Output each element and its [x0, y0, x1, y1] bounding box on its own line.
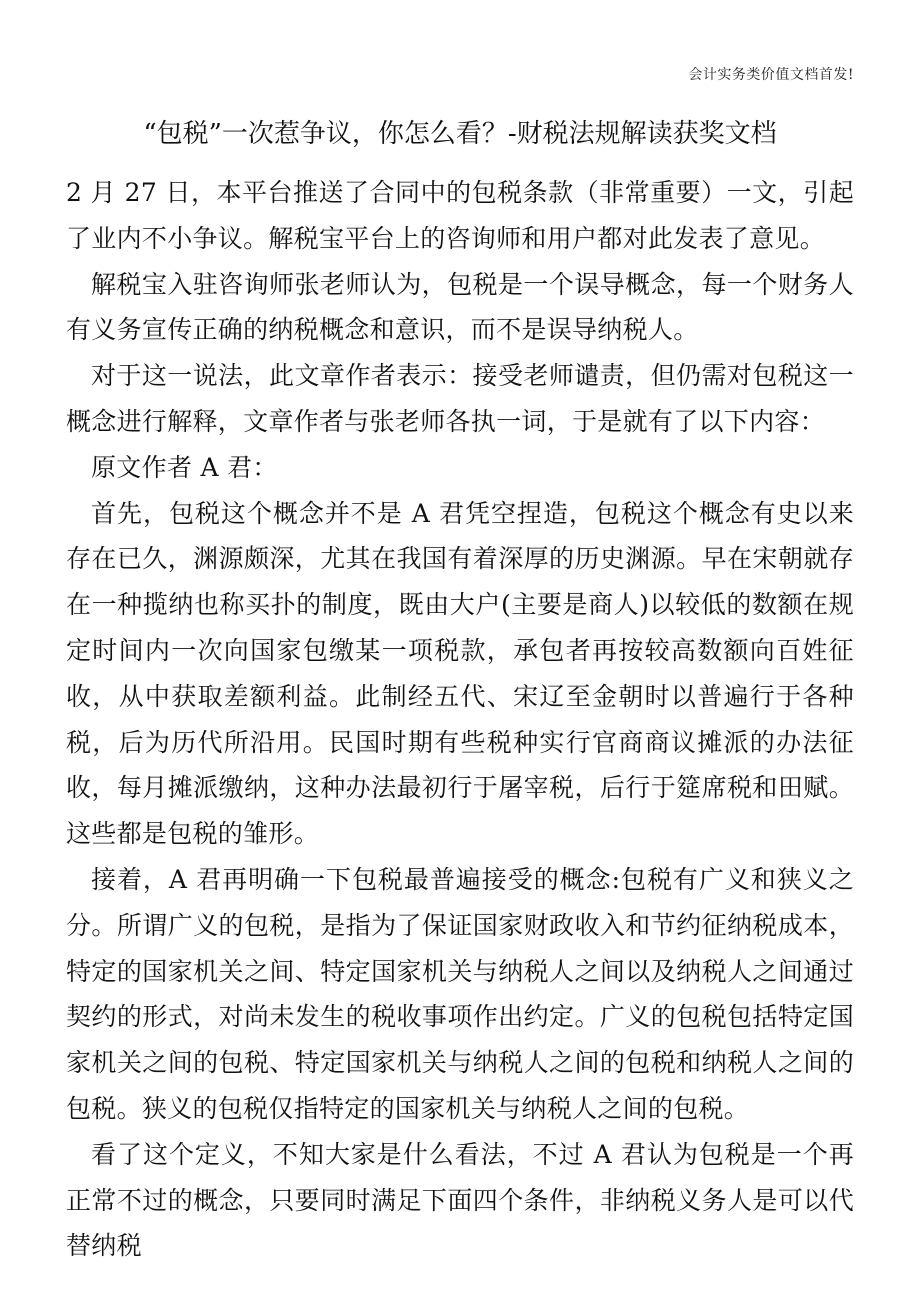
- paragraph: 对于这一说法，此文章作者表示：接受老师谴责，但仍需对包税这一概念进行解释，文章作者与张老师各执一词，于是就有了以下内容：: [66, 361, 854, 436]
- paragraph: 首先，包税这个概念并不是 A 君凭空捏造，包税这个概念有史以来存在已久，渊源颇深，尤其在我国有着深厚的历史渊源。早在宋朝就存在一种揽纳也称买扑的制度，既由大户(主要是商人)以较低的数额在规定时间内一次向国家包缴某一项税款，承包者再按较高数额向百姓征收，从中获取差额利益。此制经五代、宋辽至金朝时以普遍行于各种税，后为历代所沿用。民国时期有些税种实行官商商议摊派的办法征收，每月摊派缴纳，这种办法最初行于屠宰税，后行于筵席税和田赋。这些都是包税的雏形。: [66, 498, 854, 849]
- document-body: [66, 170, 854, 1269]
- paragraph: 看了这个定义，不知大家是什么看法，不过 A 君认为包税是一个再正常不过的概念，只要同时满足下面四个条件，非纳税义务人是可以代替纳税: [66, 1139, 854, 1261]
- paragraph: 接着，A 君再明确一下包税最普遍接受的概念:包税有广义和狭义之分。所谓广义的包税，是指为了保证国家财政收入和节约征纳税成本，特定的国家机关之间、特定国家机关与纳税人之间以及纳税人之间通过契约的形式，对尚未发生的税收事项作出约定。广义的包税包括特定国家机关之间的包税、特定国家机关与纳税人之间的包税和纳税人之间的包税。狭义的包税仅指特定的国家机关与纳税人之间的包税。: [66, 864, 854, 1123]
- paragraph: 2 月 27 日，本平台推送了合同中的包税条款（非常重要）一文，引起了业内不小争议。解税宝平台上的咨询师和用户都对此发表了意见。: [66, 178, 854, 253]
- header-note: 会计实务类价值文档首发!: [688, 67, 854, 83]
- document-title: “包税”一次惹争议，你怎么看？-财税法规解读获奖文档: [143, 119, 777, 149]
- paragraph: 解税宝入驻咨询师张老师认为，包税是一个误导概念，每一个财务人有义务宣传正确的纳税概念和意识，而不是误导纳税人。: [66, 269, 854, 345]
- paragraph: 原文作者 A 君：: [91, 452, 278, 482]
